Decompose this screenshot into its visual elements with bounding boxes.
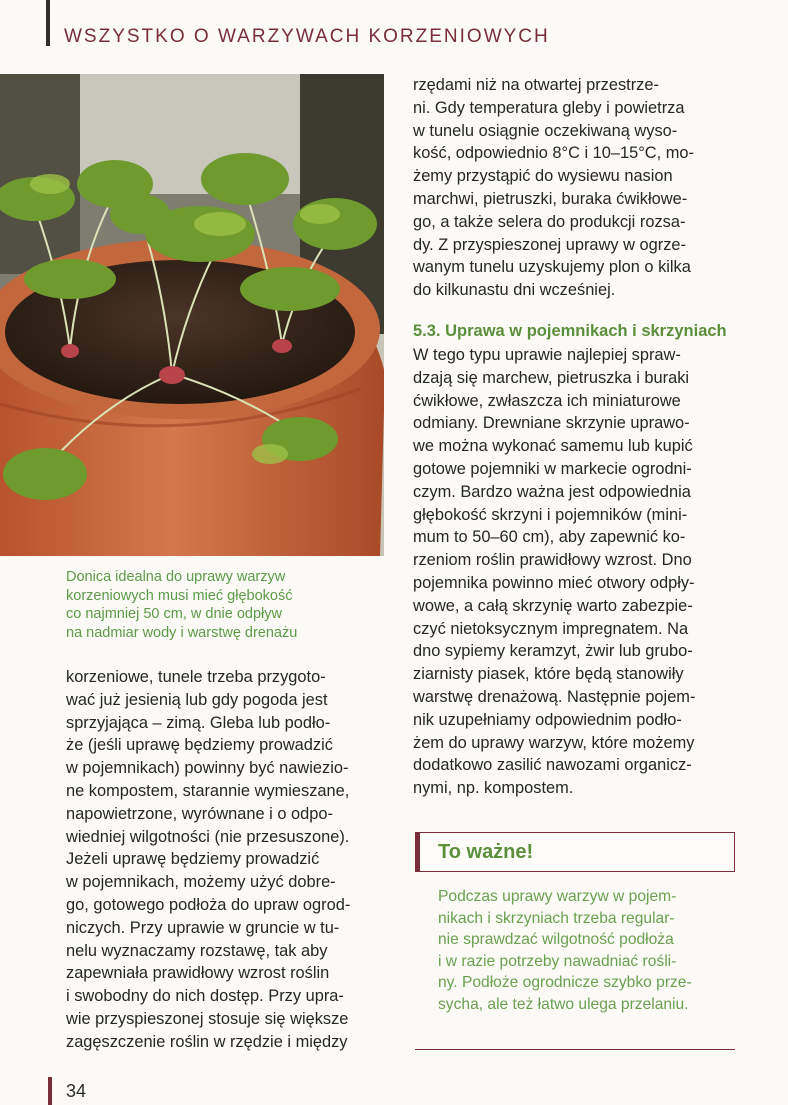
text-line: zagęszczenie roślin w rzędzie i między	[66, 1032, 348, 1051]
text-line: dzają się marchew, pietruszka i buraki	[413, 368, 690, 387]
text-line: Jeżeli uprawę będziemy prowadzić	[66, 850, 320, 869]
text-line: dodatkowo zasilić nawozami organicz-	[413, 756, 692, 775]
text-line: go, gotowego podłoża do upraw ogrod-	[66, 895, 351, 914]
note-line: i w razie potrzeby nawadniać rośli-	[438, 952, 677, 970]
text-line: odmiany. Drewniane skrzynie uprawo-	[413, 414, 690, 433]
text-line: ne kompostem, starannie wymieszane,	[66, 781, 350, 800]
important-note-box	[415, 832, 735, 872]
text-line: warstwę drenażową. Następnie pojem-	[413, 687, 696, 706]
text-line: korzeniowe, tunele trzeba przygoto-	[66, 668, 326, 686]
figure-caption	[66, 568, 366, 642]
note-line: nikach i skrzyniach trzeba regular-	[438, 909, 675, 927]
text-line: nelu wyznaczamy rozstawę, tak aby	[66, 941, 328, 960]
note-line: ny. Podłoże ogrodnicze szybko prze-	[438, 974, 692, 991]
note-line: sycha, ale też łatwo ulega przelaniu.	[438, 995, 689, 1013]
text-line: ziarnisty piasek, które będą stanowiły	[413, 665, 684, 684]
left-column-text	[66, 666, 388, 1054]
text-line: nik uzupełniamy odpowiednim podło-	[413, 710, 682, 729]
text-line: mum to 50–60 cm), aby zapewnić ko-	[413, 528, 686, 547]
footer-accent-bar	[48, 1077, 52, 1105]
section-heading: 5.3. Uprawa w pojemnikach i skrzyniach	[413, 322, 727, 340]
important-note-body	[438, 886, 734, 1015]
text-line: w pojemnikach) powinny być nawiezio-	[66, 759, 349, 778]
text-line: do kilkunastu dni wcześniej.	[413, 281, 616, 300]
text-line: czym. Bardzo ważna jest odpowiednia	[413, 482, 691, 501]
text-line: go, a także selera do produkcji rozsa-	[413, 212, 686, 231]
text-line: wiedniej wilgotności (nie przesuszone).	[66, 827, 350, 846]
text-line: głębokość skrzyni i pojemników (mini-	[413, 505, 688, 524]
note-line: Podczas uprawy warzyw w pojem-	[438, 888, 677, 905]
text-line: niczych. Przy uprawie w gruncie w tu-	[66, 918, 340, 937]
caption-line: korzeniowych musi mieć głębokość	[66, 587, 293, 604]
text-line: rzeniom roślin prawidłowy wzrost. Dno	[413, 551, 692, 570]
running-head: WSZYSTKO O WARZYWACH KORZENIOWYCH	[64, 26, 550, 47]
text-line: w pojemnikach, możemy użyć dobre-	[66, 873, 336, 892]
text-line: nymi, np. kompostem.	[413, 779, 574, 798]
text-line: że (jeśli uprawę będziemy prowadzić	[66, 736, 333, 755]
text-line: dno sypiemy keramzyt, żwir lub grubo-	[413, 642, 693, 661]
text-line: sprzyjająca – zimą. Gleba lub podło-	[66, 713, 331, 732]
text-line: pojemnika powinno mieć otwory odpły-	[413, 573, 695, 592]
text-line: wać już jesienią lub gdy pogoda jest	[66, 690, 328, 709]
section-body-text	[413, 344, 735, 800]
text-line: wanym tunelu uzyskujemy plon o kilka	[413, 258, 691, 277]
text-line: ni. Gdy temperatura gleby i powietrza	[413, 98, 685, 117]
text-line: napowietrzone, wyrównane i o odpo-	[66, 804, 333, 823]
text-line: dy. Z przyspieszonej uprawy w ogrze-	[413, 235, 686, 254]
important-note-title: To ważne!	[438, 841, 534, 863]
text-line: czyć nietoksycznym impregnatem. Na	[413, 619, 689, 638]
right-column-text-top	[413, 74, 735, 302]
text-line: rzędami niż na otwartej przestrze-	[413, 76, 659, 94]
note-line: nie sprawdzać wilgotność podłoża	[438, 931, 674, 948]
caption-line: co najmniej 50 cm, w dnie odpływ	[66, 606, 282, 622]
note-divider	[415, 1049, 735, 1050]
text-line: wowe, a całą skrzynię warto zabezpie-	[413, 596, 693, 615]
text-line: wie przyspieszonej stosuje się większe	[66, 1009, 349, 1028]
text-line: gotowe pojemniki w markecie ogrodni-	[413, 459, 692, 478]
text-line: zapewniała prawidłowy wzrost roślin	[66, 964, 330, 983]
text-line: marchwi, pietruszki, buraka ćwikłowe-	[413, 189, 688, 208]
carrot-pot-photo	[0, 74, 384, 556]
text-line: kość, odpowiednio 8°C i 10–15°C, mo-	[413, 144, 694, 163]
text-line: w tunelu osiągnie oczekiwaną wyso-	[413, 121, 678, 140]
text-line: żem do uprawy warzyw, które możemy	[413, 733, 695, 752]
text-line: we można wykonać samemu lub kupić	[413, 437, 693, 456]
page-number: 34	[66, 1081, 87, 1101]
text-line: ćwikłowe, zwłaszcza ich miniaturowe	[413, 391, 681, 410]
text-line: i swobodny do nich dostęp. Przy upra-	[66, 987, 344, 1006]
header-accent-bar	[46, 0, 50, 46]
caption-line: na nadmiar wody i warstwę drenażu	[66, 624, 298, 641]
caption-line: Donica idealna do uprawy warzyw	[66, 569, 286, 585]
text-line: żemy przystąpić do wysiewu nasion	[413, 167, 673, 186]
text-line: W tego typu uprawie najlepiej spraw-	[413, 346, 681, 364]
